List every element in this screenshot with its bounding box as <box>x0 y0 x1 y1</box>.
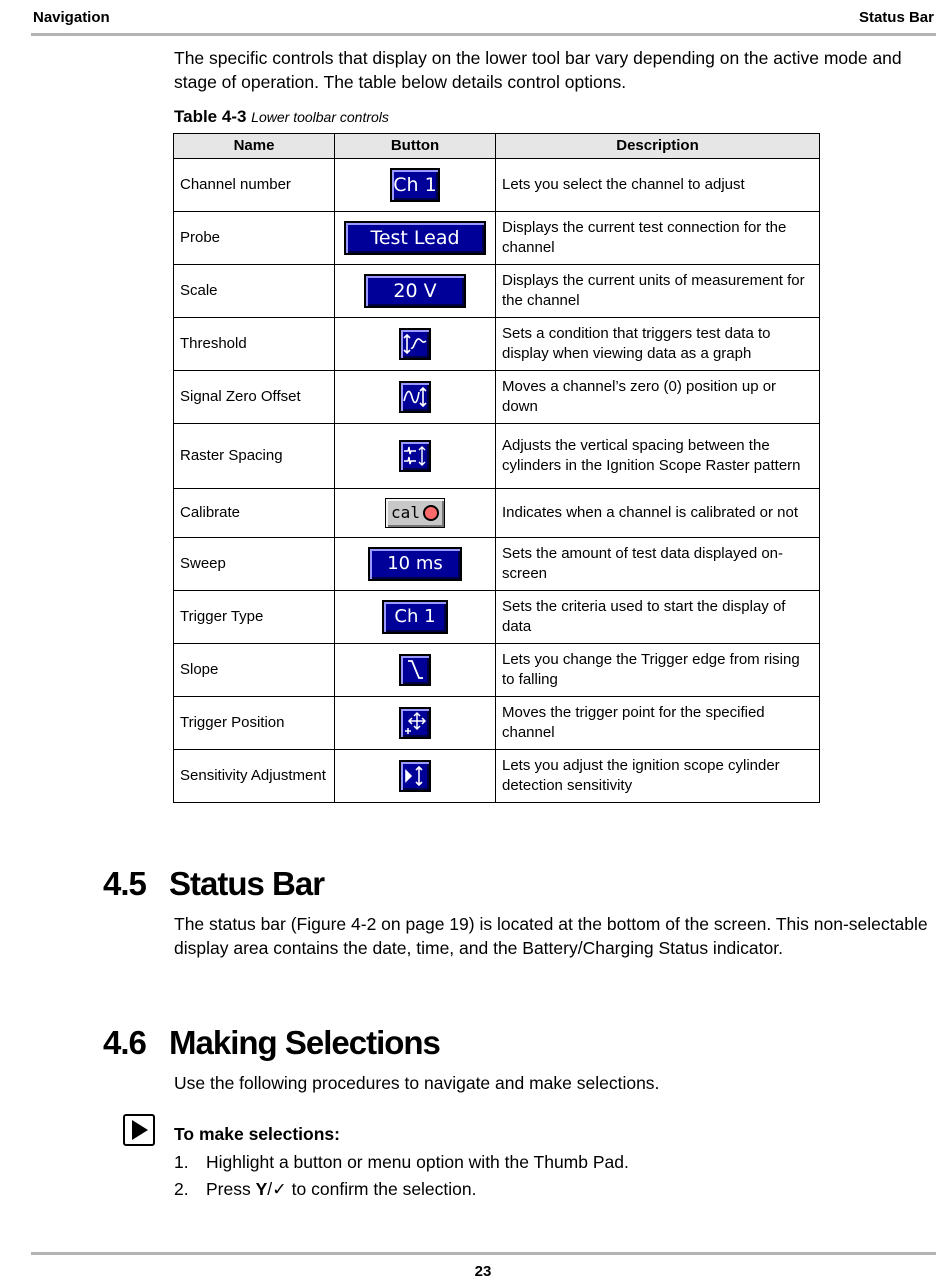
threshold-icon <box>399 328 431 360</box>
control-description: Moves a channel’s zero (0) position up or down <box>496 371 820 424</box>
footer-rule <box>31 1252 936 1255</box>
control-name: Probe <box>174 212 335 265</box>
control-name: Sweep <box>174 538 335 591</box>
calibration-status-dot <box>423 505 439 521</box>
control-name: Calibrate <box>174 489 335 538</box>
control-description: Displays the current units of measurement for the channel <box>496 265 820 318</box>
step-text: Highlight a button or menu option with the Thumb Pad. <box>206 1152 629 1172</box>
control-description: Displays the current test connection for the channel <box>496 212 820 265</box>
table-row <box>174 538 820 591</box>
table-row <box>174 697 820 750</box>
procedure-title: To make selections: <box>174 1124 340 1144</box>
table-row <box>174 750 820 803</box>
control-name: Raster Spacing <box>174 424 335 489</box>
column-header-name: Name <box>174 134 335 159</box>
step-text-pre: Press <box>206 1179 256 1199</box>
table-row <box>174 489 820 538</box>
control-name: Sensitivity Adjustment <box>174 750 335 803</box>
control-description: Lets you select the channel to adjust <box>496 159 820 212</box>
control-description: Sets the amount of test data displayed on-screen <box>496 538 820 591</box>
scale-button: 20 V <box>364 274 466 308</box>
lower-toolbar-controls-table <box>173 133 820 803</box>
table-row <box>174 159 820 212</box>
step-text-post: /✓ to confirm the selection. <box>267 1179 477 1199</box>
control-name: Slope <box>174 644 335 697</box>
header-rule <box>31 33 936 36</box>
trigger-position-icon <box>399 707 431 739</box>
ch1-button: Ch 1 <box>390 168 440 202</box>
control-name: Channel number <box>174 159 335 212</box>
step-key-y: Y <box>255 1179 268 1199</box>
table-row <box>174 265 820 318</box>
table-caption-text: Lower toolbar controls <box>251 109 389 125</box>
running-header-right: Status Bar <box>858 9 934 26</box>
making-selections-paragraph: Use the following procedures to navigate and make selections. <box>174 1073 660 1093</box>
running-header-left: Navigation <box>33 9 110 26</box>
control-description: Lets you adjust the ignition scope cylinder detection sensitivity <box>496 750 820 803</box>
column-header-button: Button <box>335 134 496 159</box>
calibrate-label: cal <box>391 503 420 522</box>
control-description: Indicates when a channel is calibrated or not <box>496 489 820 538</box>
table-header-row <box>174 134 820 159</box>
table-row <box>174 318 820 371</box>
control-description: Sets the criteria used to start the display of data <box>496 591 820 644</box>
page-number: 23 <box>474 1263 492 1280</box>
procedure-step <box>174 1177 477 1201</box>
control-name: Threshold <box>174 318 335 371</box>
table-row <box>174 371 820 424</box>
sensitivity-icon <box>399 760 431 792</box>
section-number: 4.5 <box>103 865 146 902</box>
control-description: Sets a condition that triggers test data to display when viewing data as a graph <box>496 318 820 371</box>
column-header-description: Description <box>496 134 820 159</box>
table-row <box>174 644 820 697</box>
raster-spacing-icon <box>399 440 431 472</box>
table-row <box>174 591 820 644</box>
table-row <box>174 212 820 265</box>
zero-offset-icon <box>399 381 431 413</box>
intro-paragraph: The specific controls that display on the lower tool bar vary depending on the active mode and stage of operation. The table below details control options. <box>174 48 902 92</box>
section-number: 4.6 <box>103 1024 146 1061</box>
calibrate-icon <box>385 498 445 528</box>
control-name: Trigger Type <box>174 591 335 644</box>
trigger-type-button: Ch 1 <box>382 600 448 634</box>
control-name: Signal Zero Offset <box>174 371 335 424</box>
procedure-arrow-icon <box>123 1114 155 1146</box>
sweep-button: 10 ms <box>368 547 462 581</box>
section-title: Status Bar <box>169 865 325 902</box>
control-name: Trigger Position <box>174 697 335 750</box>
table-caption <box>174 107 389 127</box>
table-caption-label: Table 4-3 <box>174 107 247 126</box>
test-lead-button: Test Lead <box>344 221 486 255</box>
status-bar-paragraph: The status bar (Figure 4-2 on page 19) is located at the bottom of the screen. This non-selectable display area contains the date, time, and the Battery/Charging Status indicator. <box>174 914 928 958</box>
control-description: Lets you change the Trigger edge from rising to falling <box>496 644 820 697</box>
step-number: 1. <box>174 1152 189 1172</box>
procedure-step <box>174 1150 629 1174</box>
section-title: Making Selections <box>169 1024 440 1061</box>
table-row <box>174 424 820 489</box>
slope-icon <box>399 654 431 686</box>
control-name: Scale <box>174 265 335 318</box>
control-description: Moves the trigger point for the specified channel <box>496 697 820 750</box>
control-description: Adjusts the vertical spacing between the cylinders in the Ignition Scope Raster pattern <box>496 424 820 489</box>
step-number: 2. <box>174 1179 189 1199</box>
